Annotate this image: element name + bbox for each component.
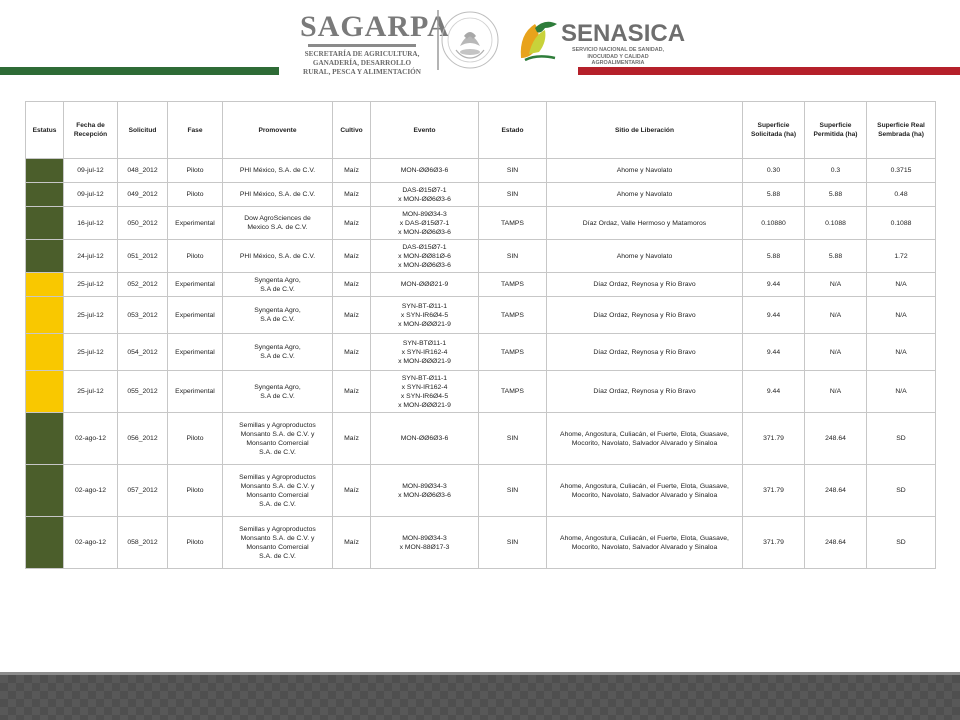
- senasica-name: SENASICA: [561, 20, 686, 47]
- cell-evento: SYN-BTØ11-1 x SYN-IR162-4 x MON-ØØØ21-9: [371, 334, 479, 371]
- cell-sup-sembrada: N/A: [867, 273, 936, 297]
- cell-sup-permitida: N/A: [805, 297, 867, 334]
- status-cell: [26, 465, 64, 517]
- col-header-cultivo: Cultivo: [333, 102, 371, 159]
- col-header-evento: Evento: [371, 102, 479, 159]
- table-row: [26, 159, 936, 183]
- status-cell: [26, 517, 64, 569]
- cell-evento: MON-89Ø34-3 x MON-88Ø17-3: [371, 517, 479, 569]
- cell-promovente: Semillas y Agroproductos Monsanto S.A. de C.V. y Monsanto Comercial S.A. de C.V.: [223, 413, 333, 465]
- cell-cultivo: Maíz: [333, 371, 371, 413]
- cell-fase: Experimental: [168, 297, 223, 334]
- sagarpa-underline: [308, 44, 416, 47]
- cell-sup-sembrada: SD: [867, 517, 936, 569]
- col-header-fecha: Fecha de Recepción: [64, 102, 118, 159]
- table-row: [26, 183, 936, 207]
- cell-cultivo: Maíz: [333, 207, 371, 240]
- footer-pattern: [0, 675, 960, 720]
- status-cell: [26, 334, 64, 371]
- cell-sup-permitida: N/A: [805, 273, 867, 297]
- table-header-row: [26, 102, 936, 159]
- cell-sup-solicitada: 9.44: [743, 334, 805, 371]
- cell-fase: Piloto: [168, 240, 223, 273]
- table-row: [26, 334, 936, 371]
- cell-sup-sembrada: 0.48: [867, 183, 936, 207]
- cell-solicitud: 055_2012: [118, 371, 168, 413]
- status-cell: [26, 183, 64, 207]
- mexico-seal-icon: [436, 6, 500, 74]
- cell-sup-sembrada: 1.72: [867, 240, 936, 273]
- cell-cultivo: Maíz: [333, 334, 371, 371]
- cell-promovente: PHI México, S.A. de C.V.: [223, 183, 333, 207]
- cell-sup-permitida: 248.64: [805, 465, 867, 517]
- table-row: [26, 371, 936, 413]
- cell-cultivo: Maíz: [333, 159, 371, 183]
- cell-sup-sembrada: 0.3715: [867, 159, 936, 183]
- table-row: [26, 413, 936, 465]
- cell-evento: MON-ØØØ21-9: [371, 273, 479, 297]
- cell-evento: SYN-BT-Ø11-1 x SYN-IR6Ø4-5 x MON-ØØØ21-9: [371, 297, 479, 334]
- cell-cultivo: Maíz: [333, 465, 371, 517]
- cell-promovente: Syngenta Agro, S.A de C.V.: [223, 334, 333, 371]
- cell-fase: Experimental: [168, 334, 223, 371]
- cell-fase: Piloto: [168, 159, 223, 183]
- cell-sitio: Ahome, Angostura, Culiacán, el Fuerte, Elota, Guasave, Mocorito, Navolato, Salvador Alvarado y Sinaloa: [547, 517, 743, 569]
- cell-promovente: PHI México, S.A. de C.V.: [223, 240, 333, 273]
- col-header-estado: Estado: [479, 102, 547, 159]
- cell-evento: MON-89Ø34-3 x DAS-Ø15Ø7-1 x MON-ØØ6Ø3-6: [371, 207, 479, 240]
- cell-fecha: 25-jul-12: [64, 334, 118, 371]
- cell-solicitud: 053_2012: [118, 297, 168, 334]
- status-cell: [26, 371, 64, 413]
- status-cell: [26, 297, 64, 334]
- cell-cultivo: Maíz: [333, 240, 371, 273]
- cell-fecha: 09-jul-12: [64, 183, 118, 207]
- cell-evento: MON-ØØ6Ø3-6: [371, 159, 479, 183]
- permits-table: [25, 101, 936, 569]
- cell-sup-solicitada: 5.88: [743, 183, 805, 207]
- cell-sup-solicitada: 371.79: [743, 517, 805, 569]
- col-header-fase: Fase: [168, 102, 223, 159]
- cell-sup-solicitada: 371.79: [743, 413, 805, 465]
- status-cell: [26, 159, 64, 183]
- sagarpa-name: SAGARPA: [300, 10, 450, 43]
- cell-fecha: 02-ago-12: [64, 465, 118, 517]
- senasica-subtitle: SERVICIO NACIONAL DE SANIDAD, INOCUIDAD Y CALIDAD AGROALIMENTARIA: [571, 47, 665, 66]
- cell-sitio: Díaz Ordaz, Reynosa y Río Bravo: [547, 297, 743, 334]
- cell-sup-permitida: 5.88: [805, 240, 867, 273]
- cell-sup-permitida: N/A: [805, 334, 867, 371]
- cell-fase: Piloto: [168, 183, 223, 207]
- page-footer: [0, 675, 960, 720]
- cell-fecha: 09-jul-12: [64, 159, 118, 183]
- col-header-sup-permitida: Superficie Permitida (ha): [805, 102, 867, 159]
- cell-promovente: Semillas y Agroproductos Monsanto S.A. de C.V. y Monsanto Comercial S.A. de C.V.: [223, 465, 333, 517]
- cell-estado: TAMPS: [479, 297, 547, 334]
- header-green-bar: [0, 67, 279, 75]
- cell-promovente: Syngenta Agro, S.A de C.V.: [223, 273, 333, 297]
- col-header-promovente: Promovente: [223, 102, 333, 159]
- cell-estado: SIN: [479, 465, 547, 517]
- table-row: [26, 517, 936, 569]
- cell-sitio: Díaz Ordaz, Reynosa y Río Bravo: [547, 371, 743, 413]
- table-row: [26, 207, 936, 240]
- cell-sup-permitida: 0.1088: [805, 207, 867, 240]
- sagarpa-logo: [300, 10, 450, 78]
- cell-sitio: Díaz Ordaz, Reynosa y Río Bravo: [547, 334, 743, 371]
- permits-table-container: [25, 101, 935, 569]
- cell-fase: Piloto: [168, 465, 223, 517]
- cell-estado: SIN: [479, 240, 547, 273]
- cell-promovente: PHI México, S.A. de C.V.: [223, 159, 333, 183]
- page-header: [0, 0, 960, 100]
- cell-sup-sembrada: 0.1088: [867, 207, 936, 240]
- cell-evento: SYN-BT-Ø11-1 x SYN-IR162-4 x SYN-IR6Ø4-5 x MON-ØØØ21-9: [371, 371, 479, 413]
- cell-sup-sembrada: N/A: [867, 371, 936, 413]
- status-cell: [26, 413, 64, 465]
- cell-promovente: Syngenta Agro, S.A de C.V.: [223, 297, 333, 334]
- cell-promovente: Semillas y Agroproductos Monsanto S.A. de C.V. y Monsanto Comercial S.A. de C.V.: [223, 517, 333, 569]
- cell-cultivo: Maíz: [333, 297, 371, 334]
- cell-sup-sembrada: SD: [867, 465, 936, 517]
- cell-sup-permitida: N/A: [805, 371, 867, 413]
- cell-cultivo: Maíz: [333, 413, 371, 465]
- cell-fase: Experimental: [168, 371, 223, 413]
- cell-solicitud: 048_2012: [118, 159, 168, 183]
- col-header-solicitud: Solicitud: [118, 102, 168, 159]
- cell-sup-solicitada: 9.44: [743, 297, 805, 334]
- cell-fecha: 25-jul-12: [64, 273, 118, 297]
- cell-sitio: Díaz Ordaz, Valle Hermoso y Matamoros: [547, 207, 743, 240]
- cell-fase: Experimental: [168, 207, 223, 240]
- cell-sup-permitida: 248.64: [805, 413, 867, 465]
- cell-evento: DAS-Ø15Ø7-1 x MON-ØØ81Ø-6 x MON-ØØ6Ø3-6: [371, 240, 479, 273]
- cell-sup-permitida: 5.88: [805, 183, 867, 207]
- cell-cultivo: Maíz: [333, 517, 371, 569]
- table-row: [26, 273, 936, 297]
- cell-sup-sembrada: N/A: [867, 297, 936, 334]
- col-header-sup-solicitada: Superficie Solicitada (ha): [743, 102, 805, 159]
- cell-sitio: Ahome y Navolato: [547, 159, 743, 183]
- cell-evento: DAS-Ø15Ø7-1 x MON-ØØ6Ø3-6: [371, 183, 479, 207]
- status-cell: [26, 207, 64, 240]
- cell-sup-sembrada: SD: [867, 413, 936, 465]
- sagarpa-subtitle: SECRETARÍA DE AGRICULTURA, GANADERÍA, DESARROLLO RURAL, PESCA Y ALIMENTACIÓN: [303, 50, 421, 76]
- cell-sitio: Ahome, Angostura, Culiacán, el Fuerte, Elota, Guasave, Mocorito, Navolato, Salvador Alvarado y Sinaloa: [547, 465, 743, 517]
- cell-cultivo: Maíz: [333, 273, 371, 297]
- cell-solicitud: 052_2012: [118, 273, 168, 297]
- cell-sitio: Díaz Ordaz, Reynosa y Río Bravo: [547, 273, 743, 297]
- col-header-estatus: Estatus: [26, 102, 64, 159]
- cell-fecha: 25-jul-12: [64, 371, 118, 413]
- cell-evento: MON-89Ø34-3 x MON-ØØ6Ø3-6: [371, 465, 479, 517]
- cell-sup-solicitada: 0.10880: [743, 207, 805, 240]
- cell-sup-permitida: 0.3: [805, 159, 867, 183]
- cell-estado: SIN: [479, 517, 547, 569]
- col-header-sitio: Sitio de Liberación: [547, 102, 743, 159]
- cell-fase: Experimental: [168, 273, 223, 297]
- cell-sup-solicitada: 0.30: [743, 159, 805, 183]
- cell-fecha: 02-ago-12: [64, 413, 118, 465]
- cell-fecha: 24-jul-12: [64, 240, 118, 273]
- cell-sup-solicitada: 5.88: [743, 240, 805, 273]
- cell-estado: TAMPS: [479, 273, 547, 297]
- cell-fecha: 25-jul-12: [64, 297, 118, 334]
- cell-sup-solicitada: 9.44: [743, 273, 805, 297]
- cell-solicitud: 057_2012: [118, 465, 168, 517]
- cell-solicitud: 049_2012: [118, 183, 168, 207]
- cell-solicitud: 051_2012: [118, 240, 168, 273]
- col-header-sup-sembrada: Superficie Real Sembrada (ha): [867, 102, 936, 159]
- status-cell: [26, 240, 64, 273]
- cell-sup-solicitada: 371.79: [743, 465, 805, 517]
- cell-sup-solicitada: 9.44: [743, 371, 805, 413]
- cell-sup-sembrada: N/A: [867, 334, 936, 371]
- table-row: [26, 297, 936, 334]
- table-row: [26, 465, 936, 517]
- cell-fecha: 16-jul-12: [64, 207, 118, 240]
- cell-sitio: Ahome y Navolato: [547, 240, 743, 273]
- cell-promovente: Syngenta Agro, S.A de C.V.: [223, 371, 333, 413]
- cell-estado: SIN: [479, 159, 547, 183]
- status-cell: [26, 273, 64, 297]
- table-row: [26, 240, 936, 273]
- cell-sup-permitida: 248.64: [805, 517, 867, 569]
- cell-solicitud: 056_2012: [118, 413, 168, 465]
- cell-cultivo: Maíz: [333, 183, 371, 207]
- cell-fase: Piloto: [168, 413, 223, 465]
- header-red-bar: [578, 67, 960, 75]
- cell-sitio: Ahome, Angostura, Culiacán, el Fuerte, Elota, Guasave, Mocorito, Navolato, Salvador Alvarado y Sinaloa: [547, 413, 743, 465]
- cell-sitio: Ahome y Navolato: [547, 183, 743, 207]
- senasica-emblem-icon: [515, 14, 559, 66]
- cell-estado: TAMPS: [479, 334, 547, 371]
- cell-promovente: Dow AgroSciences de Mexico S.A. de C.V.: [223, 207, 333, 240]
- cell-solicitud: 058_2012: [118, 517, 168, 569]
- cell-estado: TAMPS: [479, 371, 547, 413]
- cell-estado: TAMPS: [479, 207, 547, 240]
- cell-solicitud: 054_2012: [118, 334, 168, 371]
- cell-fase: Piloto: [168, 517, 223, 569]
- cell-solicitud: 050_2012: [118, 207, 168, 240]
- cell-estado: SIN: [479, 183, 547, 207]
- cell-fecha: 02-ago-12: [64, 517, 118, 569]
- cell-estado: SIN: [479, 413, 547, 465]
- cell-evento: MON-ØØ6Ø3-6: [371, 413, 479, 465]
